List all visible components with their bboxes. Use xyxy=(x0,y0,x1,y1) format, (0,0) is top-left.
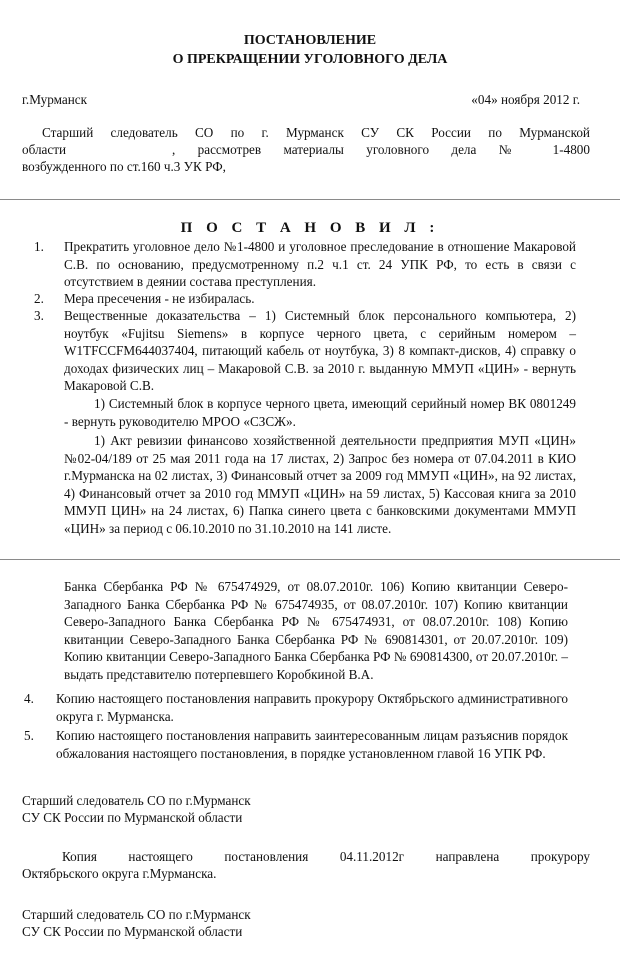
item-3-text-c: 1) Акт ревизии финансово хозяйственной деятельности предприятия МУП «ЦИН» №02-04/189 от 25 мая 2011 года на 17 листах, 2) Запрос без номера от 07.04.2011 в КИО г.Мурманска на 02 листах, 3) Финансовый отчет за 2009 год ММУП «ЦИН», на 92 листах, 4) Финансовый отчет за 2010 год ММУП «ЦИН» на 59 листах, 5) Кассовая книга за 2010 ММУП ЦИН» на 24 листах, 6) Папка синего цвета с банковскими документами ММУП «ЦИН» за период с 06.10.2010 по 31.10.2010 на 141 листе. xyxy=(64,433,576,536)
item-5-text: Копию настоящего постановления направить заинтересованным лицам разъяснив порядок обжалования настоящего постановления, в порядке установленном главой 16 УПК РФ. xyxy=(56,728,568,761)
item-number-1: 1. xyxy=(34,239,44,254)
item-3-text-b: 1) Системный блок в корпусе черного цвета, имеющий серийный номер ВК 0801249 - вернуть руководителю МРОО «СЗСЖ». xyxy=(64,396,576,429)
city: г.Мурманск xyxy=(22,92,88,107)
page-separator-1 xyxy=(0,199,620,200)
intro-line2-b: , рассмотрев материалы уголовного дела № 1-4800 xyxy=(172,142,590,157)
item-3-text-d: Банка Сбербанка РФ № 675474929, от 08.07.2010г. 106) Копию квитанции Северо-Западного Банка Сбербанка РФ № 675474935, от 08.07.2010г. 107) Копию квитанции Северо-Западного Банка Сбербанка РФ № 675474931, от 08.07.2010г. 108) Копию квитанции Северо-Западного Банка Сбербанка РФ № 690814301, от 20.07.2010г. 109) Копию квитанции Северо-Западного Банка Сбербанка РФ № 690814300, от 20.07.2010г. – выдать представителю потерпевшего Коробкиной В.А. xyxy=(64,579,568,682)
item-number-4: 4. xyxy=(24,691,34,706)
copy-note-line1: Копия настоящего постановления 04.11.2012г направлена прокурору xyxy=(62,849,590,864)
date: «04» ноября 2012 г. xyxy=(471,92,580,107)
page-separator-2 xyxy=(0,559,620,560)
signature-2-line2: СУ СК России по Мурманской области xyxy=(22,924,243,939)
intro-line3: возбужденного по ст.160 ч.3 УК РФ, xyxy=(22,159,226,174)
intro-line1: Старший следователь СО по г. Мурманск СУ СК России по Мурманской xyxy=(42,125,590,140)
item-number-3: 3. xyxy=(34,308,44,323)
item-2-text: Мера пресечения - не избиралась. xyxy=(64,291,255,306)
resolved-heading: П О С Т А Н О В И Л : xyxy=(180,220,440,236)
document-subtitle: О ПРЕКРАЩЕНИИ УГОЛОВНОГО ДЕЛА xyxy=(172,52,448,67)
item-1-text: Прекратить уголовное дело №1-4800 и уголовное преследование в отношение Макаровой С.В. по основанию, предусмотренному п.2 ч.1 ст. 24 УПК РФ, то есть в связи с отсутствием в деянии состава преступления. xyxy=(64,239,576,289)
item-3-text-a: Вещественные доказательства – 1) Системный блок персонального компьютера, 2) ноутбук «Fujitsu Siemens» в корпусе черного цвета, с серийным номером – W1TFCCFM644037404, питающий кабель от ноутбука, 3) 8 компакт-дисков, 4) справку о доходах физических лиц – Макаровой С.В. за 2010 г. выданную ММУП «ЦИН» - вернуть Макаровой С.В. xyxy=(64,308,576,393)
item-number-2: 2. xyxy=(34,291,44,306)
document-title: ПОСТАНОВЛЕНИЕ xyxy=(243,33,377,48)
copy-note-line2: Октябрьского округа г.Мурманска. xyxy=(22,866,217,881)
signature-1-line1: Старший следователь СО по г.Мурманск xyxy=(22,793,251,808)
item-4-text: Копию настоящего постановления направить прокурору Октябрьского административного округа г. Мурманска. xyxy=(56,691,568,724)
signature-2-line1: Старший следователь СО по г.Мурманск xyxy=(22,907,251,922)
signature-1-line2: СУ СК России по Мурманской области xyxy=(22,810,243,825)
intro-line2-a: области xyxy=(22,142,67,157)
item-number-5: 5. xyxy=(24,728,34,743)
